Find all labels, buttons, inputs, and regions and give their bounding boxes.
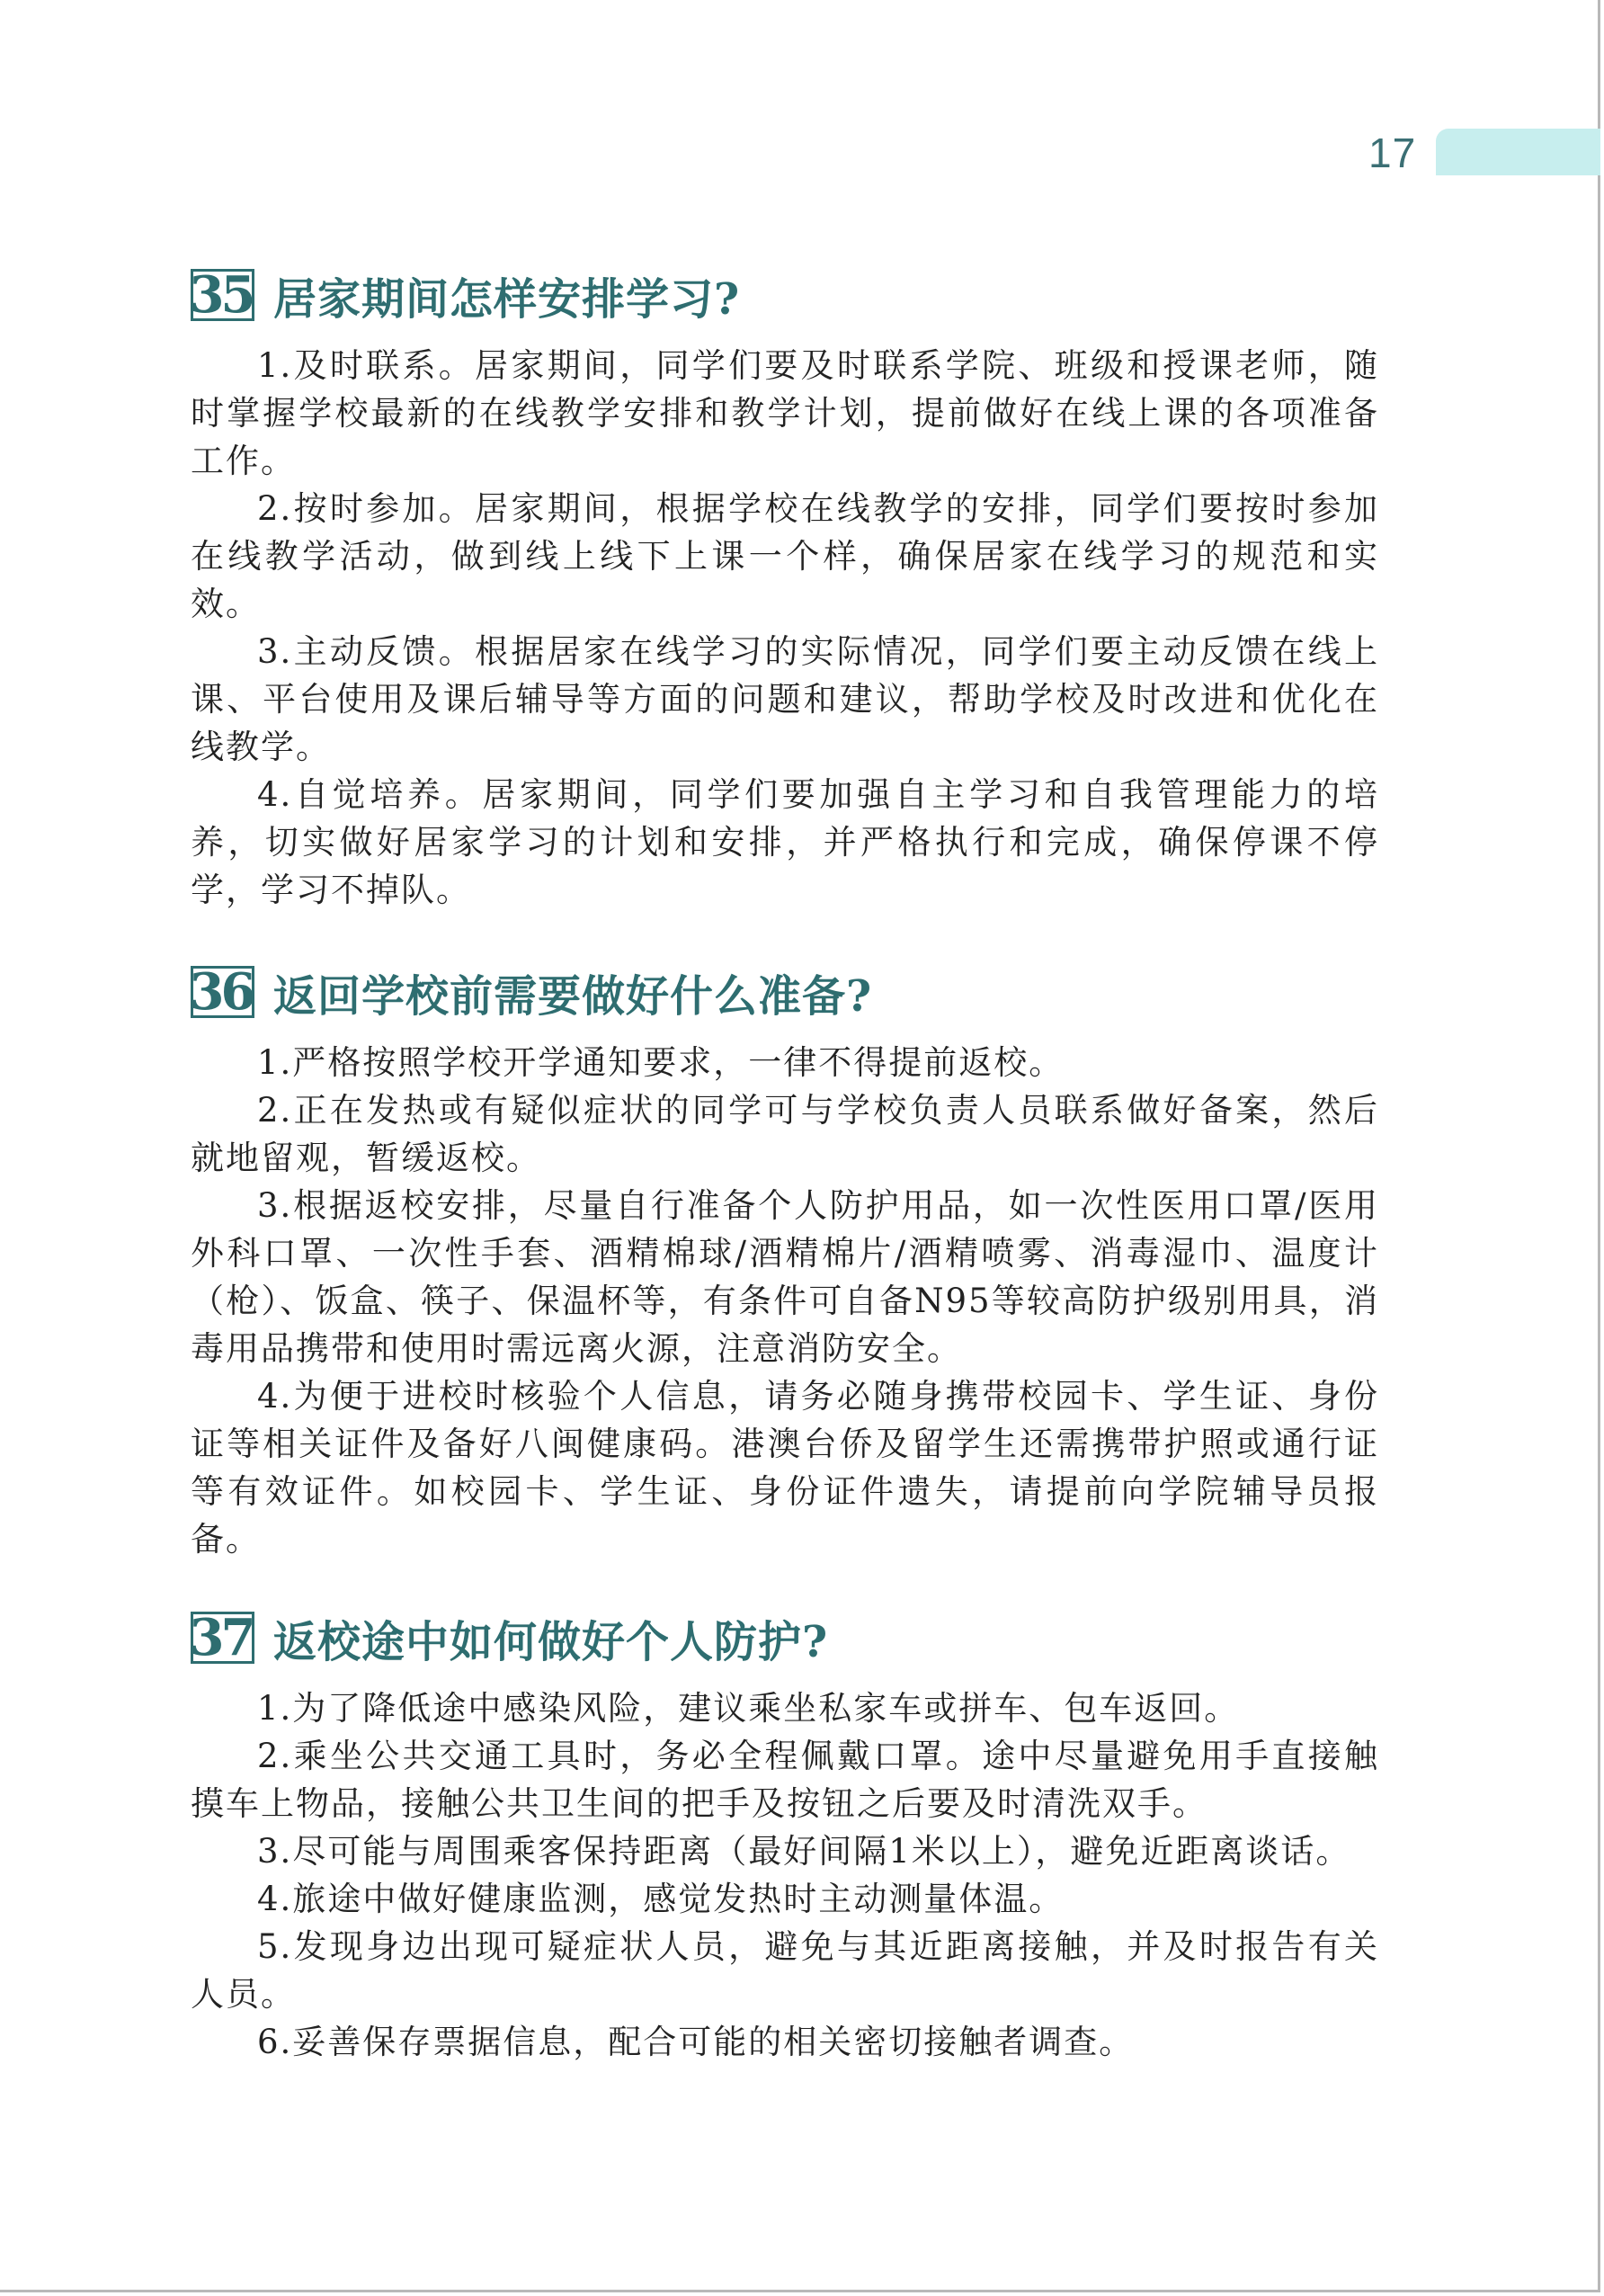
page-number: 17 (1368, 130, 1417, 176)
paragraph: 4.旅途中做好健康监测，感觉发热时主动测量体温。 (257, 1880, 1065, 1918)
paragraph: 2.正在发热或有疑似症状的同学可与学校负责人员联系做好备案，然后就地留观，暂缓返校。 (191, 1091, 1379, 1177)
section-heading (191, 1604, 1379, 1672)
section-title: 返校途中如何做好个人防护? (273, 1616, 829, 1667)
paragraph: 2.乘坐公共交通工具时，务必全程佩戴口罩。途中尽量避免用手直接触摸车上物品，接触公共卫生间的把手及按钮之后要及时清洗双手。 (191, 1737, 1379, 1823)
paragraph: 1.及时联系。居家期间，同学们要及时联系学院、班级和授课老师，随时掌握学校最新的在线教学安排和教学计划，提前做好在线上课的各项准备工作。 (191, 346, 1379, 480)
paragraph: 3.尽可能与周围乘客保持距离（最好间隔1米以上），避免近距离谈话。 (257, 1832, 1351, 1871)
paragraph: 3.根据返校安排，尽量自行准备个人防护用品，如一次性医用口罩/医用外科口罩、一次性手套、酒精棉球/酒精棉片/酒精喷雾、消毒湿巾、温度计（枪）、饭盒、筷子、保温杯等，有条件可自备N95等较高防护级别用具，消毒用品携带和使用时需远离火源，注意消防安全。 (191, 1186, 1379, 1368)
section-title: 返回学校前需要做好什么准备? (273, 970, 873, 1022)
paragraph: 5.发现身边出现可疑症状人员，避免与其近距离接触，并及时报告有关人员。 (191, 1927, 1379, 2014)
section-number-badge: 35 (191, 269, 254, 321)
section-36 (191, 958, 1379, 1563)
section-37 (191, 1604, 1379, 2066)
paragraph: 1.严格按照学校开学通知要求，一律不得提前返校。 (257, 1043, 1065, 1082)
paragraph: 6.妥善保存票据信息，配合可能的相关密切接触者调查。 (257, 2023, 1135, 2061)
paragraph: 4.为便于进校时核验个人信息，请务必随身携带校园卡、学生证、身份证等相关证件及备好八闽健康码。港澳台侨及留学生还需携带护照或通行证等有效证件。如校园卡、学生证、身份证件遗失，请提前向学院辅导员报备。 (191, 1377, 1379, 1559)
page-tab-decoration (1436, 129, 1600, 175)
section-heading (191, 958, 1379, 1026)
paragraph: 4.自觉培养。居家期间，同学们要加强自主学习和自我管理能力的培养，切实做好居家学习的计划和安排，并严格执行和完成，确保停课不停学，学习不掉队。 (191, 775, 1379, 909)
paragraph: 1.为了降低途中感染风险，建议乘坐私家车或拼车、包车返回。 (257, 1689, 1240, 1728)
section-title: 居家期间怎样安排学习? (273, 273, 741, 325)
paragraph: 3.主动反馈。根据居家在线学习的实际情况，同学们要主动反馈在线上课、平台使用及课后辅导等方面的问题和建议，帮助学校及时改进和优化在线教学。 (191, 632, 1379, 766)
section-35 (191, 261, 1379, 914)
section-heading (191, 261, 1379, 329)
section-number-badge: 36 (191, 966, 254, 1018)
section-number-badge: 37 (191, 1612, 254, 1664)
paragraph: 2.按时参加。居家期间，根据学校在线教学的安排，同学们要按时参加在线教学活动，做到线上线下上课一个样，确保居家在线学习的规范和实效。 (191, 489, 1379, 623)
